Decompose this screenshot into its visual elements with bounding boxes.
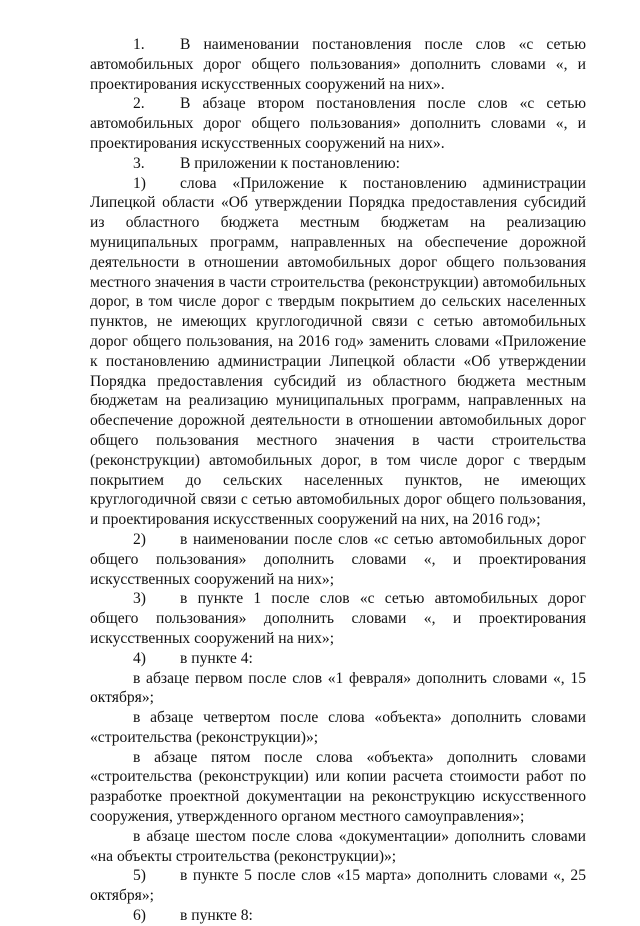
paragraph: [90, 906, 586, 926]
paragraph-text: в абзаце пятом после слова «объекта» дополнить словами «строительства (реконструкции) или копии расчета стоимости работ по разработке проектной документации на реконструкцию искусственного сооружения, утвержденного органом местного самоуправления»;: [90, 748, 586, 826]
paragraph: [90, 589, 586, 648]
paragraph-number: 3): [133, 590, 146, 608]
paragraph-text: слова «Приложение к постановлению администрации Липецкой области «Об утверждении Порядка предоставления субсидий из областного бюджета местным бюджетам на реализацию муниципальных программ, направленных на обеспечение дорожной деятельности в отношении автомобильных дорог общего пользования местного значения в части строительства (реконструкции) автомобильных дорог, в том числе дорог с твердым покрытием до сельских населенных пунктов, не имеющих круглогодичной связи с сетью автомобильных дорог общего пользования, на 2016 год» заменить словами «Приложение к постановлению администрации Липецкой области «Об утверждении Порядка предоставления субсидий из областного бюджета местным бюджетам на реализацию муниципальных программ, направленных на обеспечение дорожной деятельности в отношении автомобильных дорог общего пользования местного значения в части строительства (реконструкции) автомобильных дорог, в том числе дорог с твердым покрытием до сельских населенных пунктов, не имеющих круглогодичной связи с сетью автомобильных дорог общего пользования, и проектирования искусственных сооружений на них, на 2016 год»;: [90, 174, 586, 529]
paragraph-text: в абзаце первом после слов «1 февраля» дополнить словами «, 15 октября»;: [90, 669, 586, 707]
paragraph-number: 2.: [133, 95, 145, 113]
paragraph: [90, 827, 586, 867]
paragraph-text: В абзаце втором постановления после слов «с сетью автомобильных дорог общего пользования» дополнить словами «, и проектирования искусственных сооружений на них».: [90, 95, 586, 152]
paragraph: [90, 649, 586, 669]
paragraph-number: 6): [133, 907, 146, 925]
paragraph: [90, 669, 586, 709]
paragraph-number: 3.: [133, 154, 145, 172]
paragraph: [90, 174, 586, 530]
paragraph-number: 4): [133, 649, 146, 667]
paragraph-text: в пункте 8:: [180, 907, 253, 925]
paragraph-number: 2): [133, 530, 146, 548]
paragraph: [90, 94, 586, 153]
paragraph: [90, 748, 586, 827]
paragraph-number: 1.: [133, 36, 145, 53]
paragraph-text: в пункте 1 после слов «с сетью автомобильных дорог общего пользования» дополнить словами «, и проектирования искусственных сооружений на них»;: [90, 590, 586, 647]
paragraph-text: в пункте 4:: [180, 649, 253, 667]
paragraph-text: в абзаце четвертом после слова «объекта» дополнить словами «строительства (реконструкции)»;: [90, 709, 586, 746]
paragraph-number: 5): [133, 867, 146, 885]
paragraph-text: в пункте 5 после слов «15 марта» дополнить словами «, 25 октября»;: [90, 867, 586, 905]
paragraph: [90, 530, 586, 589]
paragraph: [90, 866, 586, 906]
document-page: [90, 35, 586, 926]
paragraph-number: 1): [133, 174, 146, 192]
paragraph: [90, 708, 586, 748]
paragraph-text: в абзаце шестом после слова «документации» дополнить словами «на объекты строительства (реконструкции)»;: [90, 827, 586, 865]
paragraph-text: В наименовании постановления после слов «с сетью автомобильных дорог общего пользования» дополнить словами «, и проектирования искусственных сооружений на них».: [90, 36, 586, 93]
paragraph: [90, 35, 586, 94]
paragraph-text: в наименовании после слов «с сетью автомобильных дорог общего пользования» дополнить словами «, и проектирования искусственных сооружений на них»;: [90, 530, 586, 588]
paragraph-text: В приложении к постановлению:: [180, 154, 400, 172]
paragraph: [90, 154, 586, 174]
